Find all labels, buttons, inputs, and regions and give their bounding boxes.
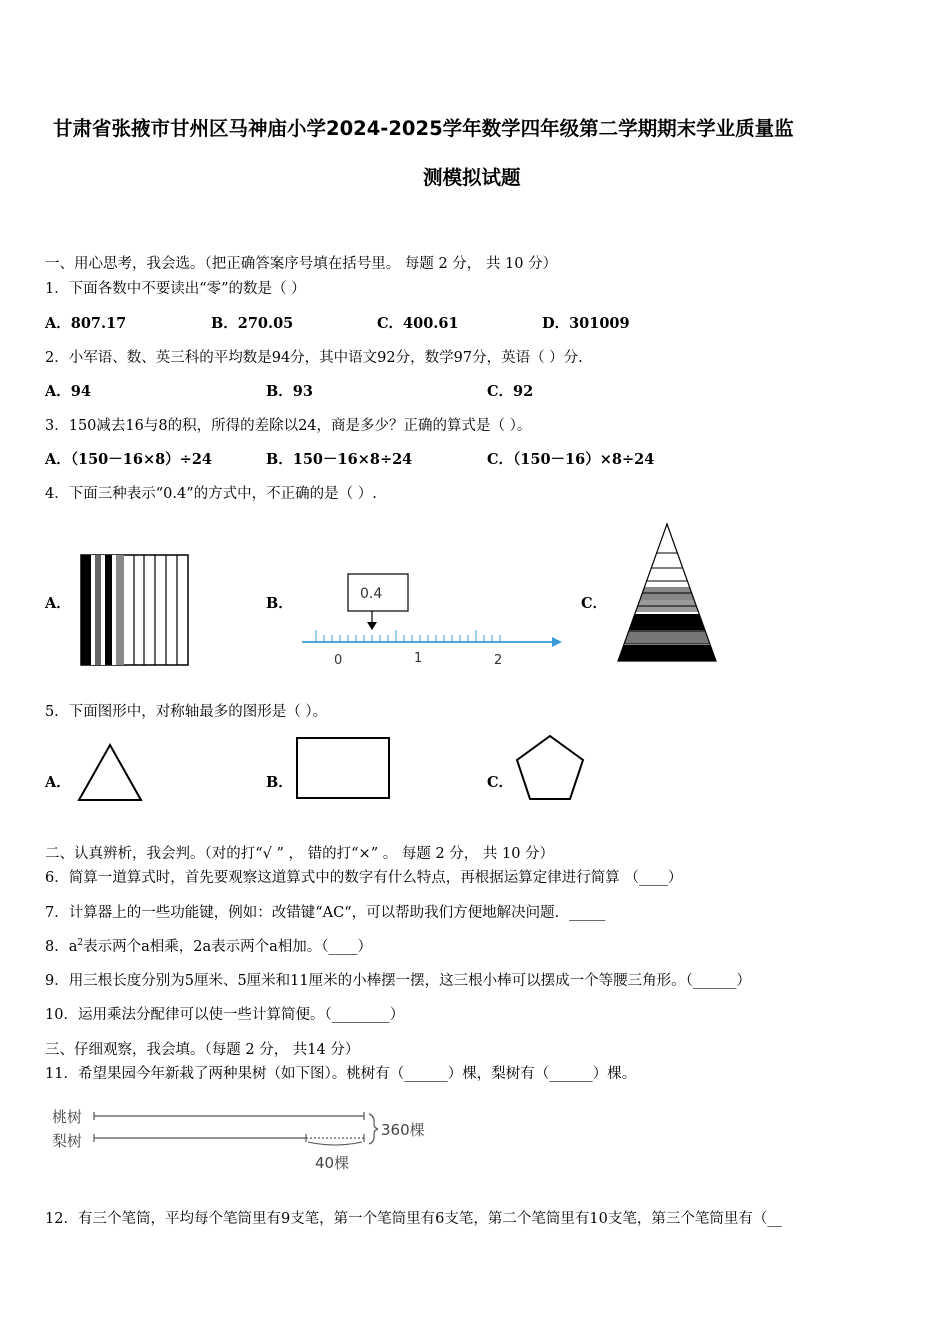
total-brace: [366, 1112, 380, 1146]
section-2-header: 二、认真辨析，我会判。（对的打“√ ” ， 错的打“×” 。 每题 2 分， 共 10 分）: [45, 846, 555, 862]
q3-option-a: A．（150－16×8）÷24: [45, 451, 213, 468]
page-title-line2: 测模拟试题: [423, 166, 521, 189]
question-8: [45, 935, 372, 956]
section-1-header: 一、用心思考，我会选。（把正确答案序号填在括号里。 每题 2 分， 共 10 分）: [45, 256, 558, 272]
number-line-tick-0: 0: [334, 653, 343, 668]
question-8-superscript: 2: [77, 938, 84, 949]
triangle-shape: [74, 742, 146, 804]
q1-option-c: C．400.61: [377, 315, 459, 332]
pentagon-shape: [512, 732, 588, 804]
q5-option-b: B．: [266, 774, 293, 791]
q5-option-a: A．: [45, 774, 71, 791]
question-8-prefix: 8．a: [45, 939, 78, 955]
section-3-header: 三、仔细观察，我会填。（每题 2 分， 共14 分）: [45, 1042, 360, 1058]
question-7: 7．计算器上的一些功能键，例如：改错键“AC“，可以帮助我们方便地解决问题．_____: [45, 905, 606, 921]
question-8-suffix: 表示两个a相乘，2a表示两个a相加。（____）: [83, 939, 373, 955]
question-3: 3．150减去16与8的积，所得的差除以24，商是多少？正确的算式是（ ）。: [45, 418, 532, 434]
q3-option-c: C．（150－16）×8÷24: [487, 451, 655, 468]
q2-option-b: B．93: [266, 383, 313, 400]
rectangle-shape: [294, 735, 394, 802]
question-12: 12．有三个笔筒，平均每个笔筒里有9支笔，第一个笔筒里有6支笔，第二个笔筒里有10支笔，第三个笔筒里有（__: [45, 1211, 782, 1227]
q2-option-a: A．94: [45, 383, 91, 400]
fruit-tree-line-diagram: [90, 1108, 380, 1148]
question-9: 9．用三根长度分别为5厘米、5厘米和11厘米的小棒摆一摆，这三根小棒可以摆成一个等腰三角形。（______）: [45, 973, 751, 989]
q4-stripes-figure: [78, 552, 192, 668]
q3-option-b: B．150－16×8÷24: [266, 451, 413, 468]
question-1: 1．下面各数中不要读出“零”的数是（ ）: [45, 281, 306, 297]
question-2: 2．小军语、数、英三科的平均数是94分，其中语文92分，数学97分，英语（ ）分.: [45, 350, 583, 366]
q1-option-d: D．301009: [542, 315, 630, 332]
q4-option-c: C．: [581, 595, 608, 612]
q5-option-c: C．: [487, 774, 514, 791]
page-title-line1: 甘肃省张掖市甘州区马神庙小学2024-2025学年数学四年级第二学期期末学业质量监: [53, 117, 794, 140]
total-trees-label: 360棵: [381, 1121, 425, 1139]
q1-option-a: A．807.17: [45, 315, 127, 332]
question-6: 6．简算一道算式时，首先要观察这道算式中的数字有什么特点，再根据运算定律进行简算 （____）: [45, 870, 683, 886]
q1-option-b: B．270.05: [211, 315, 294, 332]
question-5: 5．下面图形中，对称轴最多的图形是（ ）。: [45, 704, 328, 720]
peach-tree-label: 桃树: [52, 1108, 83, 1126]
difference-label: 40棵: [315, 1154, 350, 1172]
question-4: 4．下面三种表示“0.4”的方式中，不正确的是（ ）.: [45, 486, 377, 502]
question-11: 11．希望果园今年新栽了两种果树（如下图）。桃树有（______）棵，梨树有（______）棵。: [45, 1066, 637, 1082]
q4-number-line: [298, 568, 566, 672]
q4-option-a: A．: [45, 595, 71, 612]
question-10: 10．运用乘法分配律可以使一些计算简便。（________）: [45, 1007, 405, 1023]
pear-tree-label: 梨树: [52, 1132, 83, 1150]
number-line-box-label: 0.4: [360, 586, 383, 602]
number-line-tick-2: 2: [494, 653, 503, 668]
q2-option-c: C．92: [487, 383, 534, 400]
q4-pyramid-figure: [612, 520, 722, 664]
q4-option-b: B．: [266, 595, 293, 612]
number-line-tick-1: 1: [414, 651, 423, 666]
